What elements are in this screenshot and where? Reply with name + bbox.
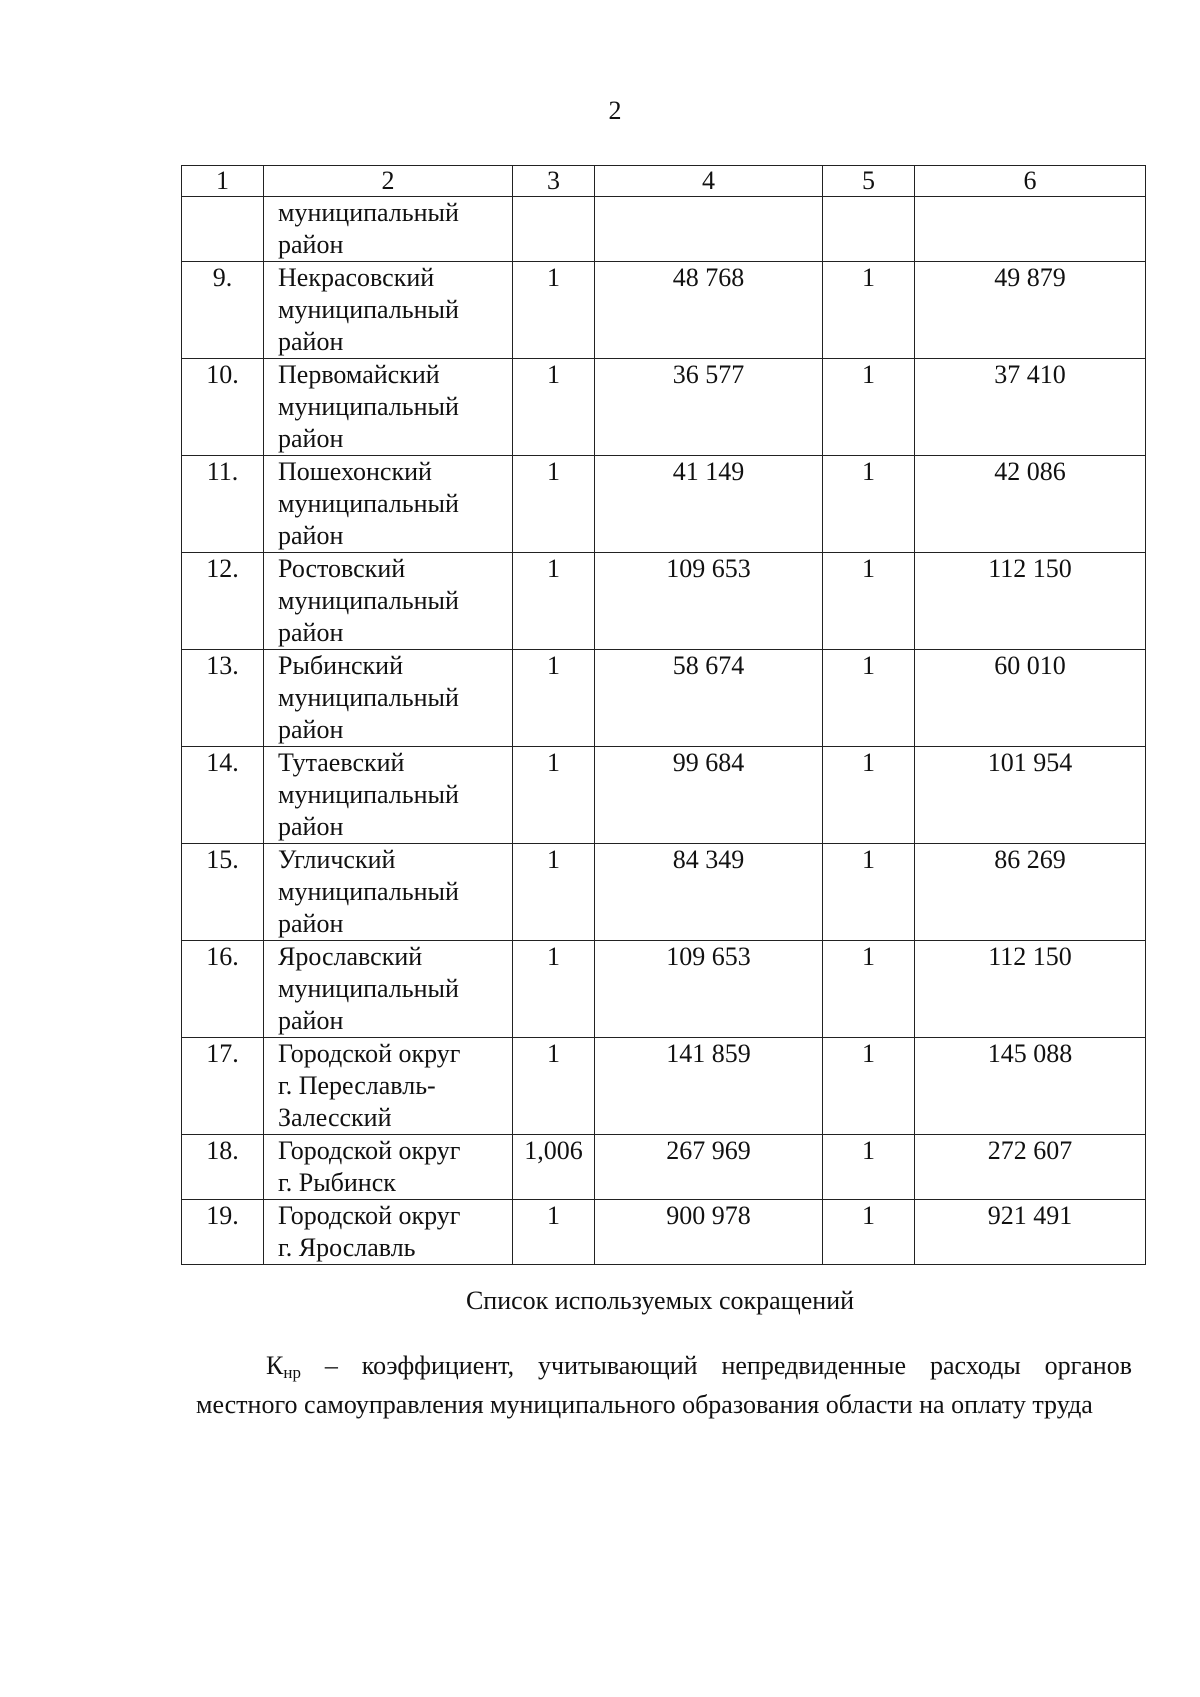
table-row [182,359,1146,456]
municipality-name: Ярославский муниципальный район [264,941,513,1038]
amount-1: 141 859 [595,1038,823,1135]
coefficient-2: 1 [823,1200,915,1265]
table-row [182,1038,1146,1135]
amount-2: 112 150 [915,941,1146,1038]
coefficient-2: 1 [823,1038,915,1135]
table-row [182,941,1146,1038]
row-number: 19. [182,1200,264,1265]
amount-1: 36 577 [595,359,823,456]
table-row [182,262,1146,359]
abbreviation-paragraph [196,1350,1132,1421]
row-number: 11. [182,456,264,553]
abbreviation-symbol-index: нр [283,1363,301,1382]
coefficient-2: 1 [823,1135,915,1200]
row-number: 14. [182,747,264,844]
table-header-row [182,166,1146,197]
row-number: 16. [182,941,264,1038]
abbreviations-title: Список используемых сокращений [465,1286,855,1315]
coefficient-2: 1 [823,262,915,359]
coefficient-1: 1 [513,747,595,844]
coefficient-2: 1 [823,650,915,747]
municipality-name: Пошехонский муниципальный район [264,456,513,553]
amount-1: 41 149 [595,456,823,553]
amount-2 [915,197,1146,262]
column-header: 3 [513,166,595,197]
table-row [182,844,1146,941]
coefficient-2: 1 [823,844,915,941]
table-row [182,456,1146,553]
coefficient-1: 1 [513,650,595,747]
amount-1: 48 768 [595,262,823,359]
amount-2: 86 269 [915,844,1146,941]
amount-2: 145 088 [915,1038,1146,1135]
amount-2: 112 150 [915,553,1146,650]
amount-2: 49 879 [915,262,1146,359]
abbreviation-symbol: К [266,1351,284,1380]
data-table [181,165,1146,1265]
coefficient-1: 1 [513,553,595,650]
municipality-name: Угличский муниципальный район [264,844,513,941]
municipality-name: Рыбинский муниципальный район [264,650,513,747]
coefficient-2: 1 [823,456,915,553]
municipality-name: Первомайский муниципальный район [264,359,513,456]
column-header: 5 [823,166,915,197]
coefficient-2: 1 [823,553,915,650]
row-number: 15. [182,844,264,941]
amount-2: 101 954 [915,747,1146,844]
amount-2: 921 491 [915,1200,1146,1265]
municipality-name: Ростовский муниципальный район [264,553,513,650]
table-row [182,1135,1146,1200]
amount-1: 109 653 [595,941,823,1038]
amount-1: 267 969 [595,1135,823,1200]
coefficient-2: 1 [823,941,915,1038]
row-number: 12. [182,553,264,650]
coefficient-1: 1 [513,262,595,359]
municipality-name: Некрасовский муниципальный район [264,262,513,359]
municipality-name: Городской округ г. Рыбинск [264,1135,513,1200]
coefficient-1: 1 [513,456,595,553]
coefficient-1: 1 [513,844,595,941]
abbreviation-text: – коэффициент, учитывающий непредвиденные расходы органов местного самоуправления муниципального образования области на оплату труда [196,1351,1132,1419]
coefficient-1: 1 [513,1038,595,1135]
column-header: 1 [182,166,264,197]
page-number: 2 [608,96,622,125]
amount-1: 58 674 [595,650,823,747]
column-header: 4 [595,166,823,197]
table-row [182,650,1146,747]
amount-1 [595,197,823,262]
coefficient-1: 1,006 [513,1135,595,1200]
column-header: 6 [915,166,1146,197]
amount-1: 900 978 [595,1200,823,1265]
amount-2: 272 607 [915,1135,1146,1200]
table-row [182,553,1146,650]
municipality-name: Городской округ г. Переславль- Залесский [264,1038,513,1135]
coefficient-1 [513,197,595,262]
coefficient-2: 1 [823,359,915,456]
amount-1: 109 653 [595,553,823,650]
coefficient-1: 1 [513,359,595,456]
row-number: 13. [182,650,264,747]
amount-2: 60 010 [915,650,1146,747]
amount-1: 99 684 [595,747,823,844]
amount-2: 42 086 [915,456,1146,553]
row-number [182,197,264,262]
table-row [182,1200,1146,1265]
amount-1: 84 349 [595,844,823,941]
row-number: 17. [182,1038,264,1135]
table-row [182,747,1146,844]
row-number: 9. [182,262,264,359]
coefficient-1: 1 [513,1200,595,1265]
row-number: 18. [182,1135,264,1200]
row-number: 10. [182,359,264,456]
amount-2: 37 410 [915,359,1146,456]
table-row [182,197,1146,262]
coefficient-2 [823,197,915,262]
municipality-name: муниципальный район [264,197,513,262]
municipality-name: Тутаевский муниципальный район [264,747,513,844]
column-header: 2 [264,166,513,197]
coefficient-1: 1 [513,941,595,1038]
coefficient-2: 1 [823,747,915,844]
abbreviation-definition [196,1350,1132,1421]
municipality-name: Городской округ г. Ярославль [264,1200,513,1265]
